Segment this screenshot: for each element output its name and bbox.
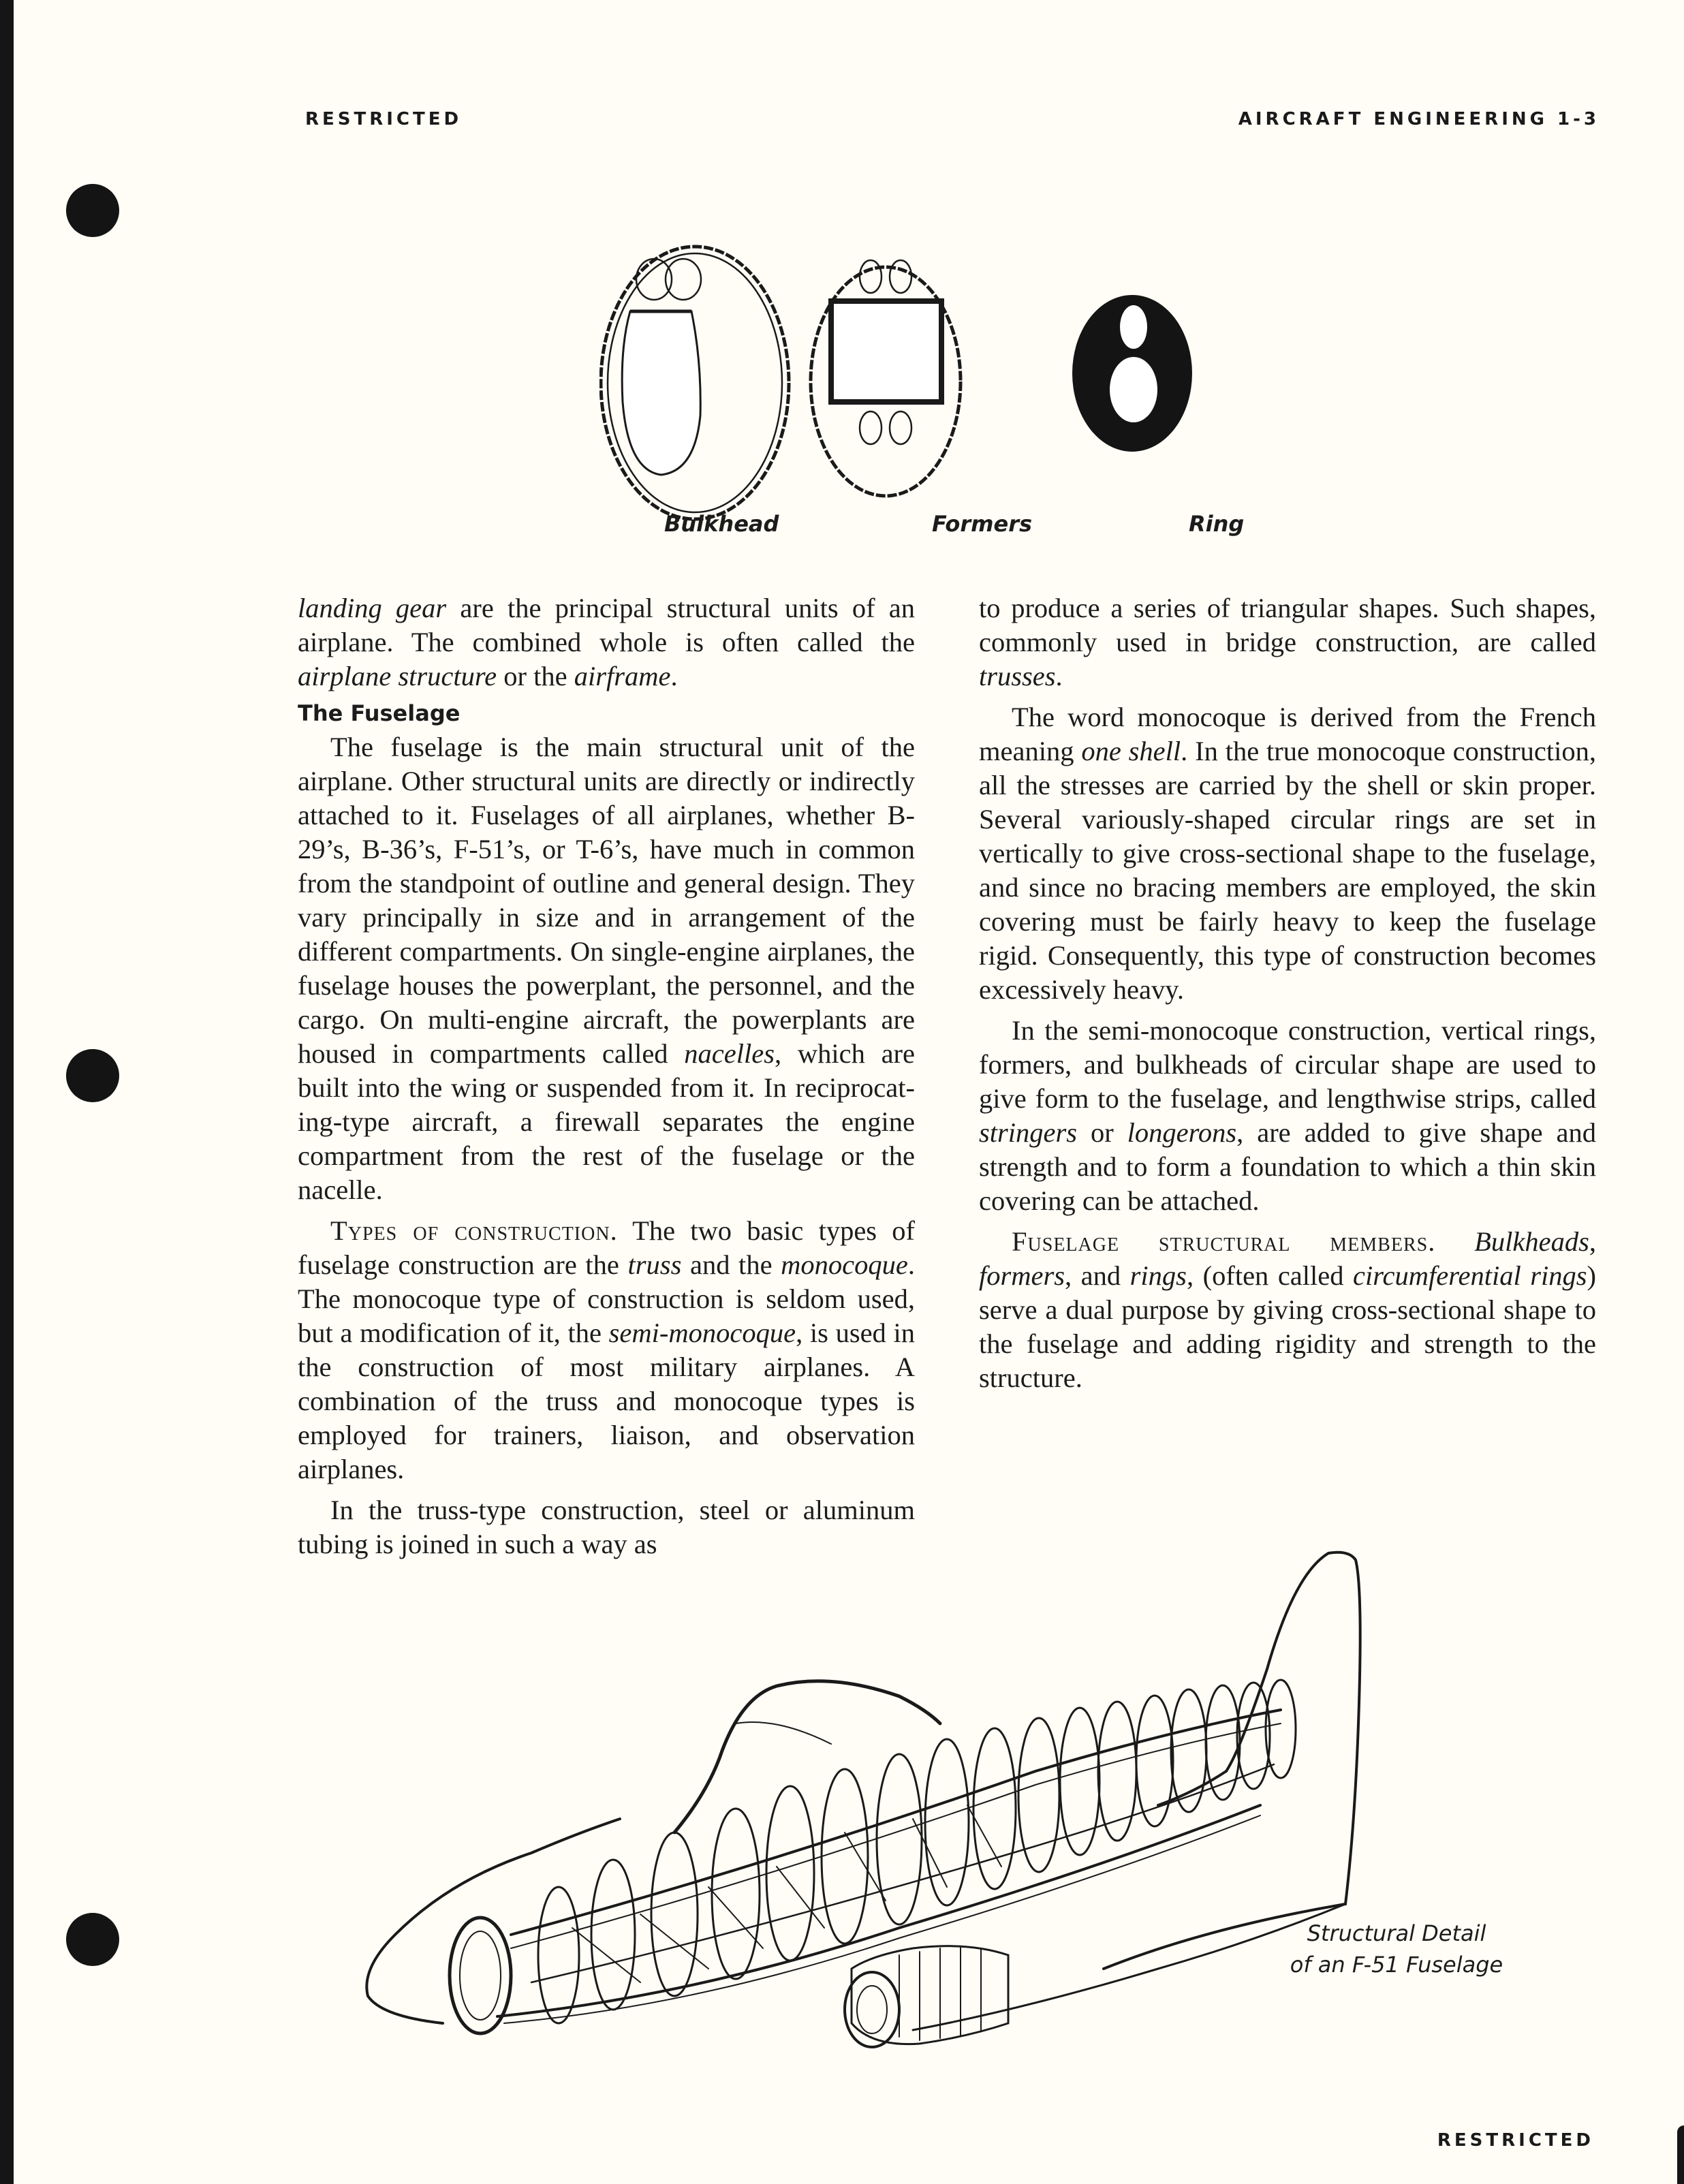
run-in-heading-types: Types of construction. [330,1215,618,1246]
paragraph-structural-members [979,1225,1596,1395]
paragraph-monocoque [979,700,1596,1007]
text: . [1055,661,1063,691]
paragraph-fuselage-intro [298,730,915,1207]
text: , (often called [1186,1260,1354,1291]
text: ) serve a dual purpose by giving cross-sectional shape to the fuselage and adding rigidity and strength to the structure. [979,1260,1597,1393]
text: The two basic types of fuselage construction are the [298,1215,915,1280]
term-airplane-structure: airplane structure [298,661,497,691]
running-header-right: AIRCRAFT ENGINEERING 1-3 [1238,109,1600,129]
page-edge-shadow [0,0,14,2184]
caption-line-1: Structural Detail [1307,1920,1486,1946]
term-nacelles: nacelles [684,1038,775,1069]
term-rings: rings [1129,1260,1187,1291]
bulkhead-diagram [601,247,789,519]
term-circumferential-rings: circumferential rings [1353,1260,1587,1291]
text: to produce a series of triangular shapes. Such shapes, commonly used in bridge construction, are called [979,593,1596,657]
paragraph-trusses [979,591,1596,693]
caption-line-2: of an F-51 Fuselage [1290,1952,1503,1978]
paragraph-continuation [298,591,915,693]
text: , and [1065,1260,1130,1291]
running-footer-right: RESTRICTED [1437,2130,1594,2151]
term-trusses: trusses [979,661,1056,691]
term-one-shell: one shell [1081,736,1181,766]
text: . The monocoque type of construction is seldom used, but a modification of it, the [298,1249,915,1348]
text: or the [497,661,574,691]
text: The fuselage is the main structural unit of the airplane. Other structural units are directly or indirectly attached to it. Fuselages of all airplanes, whether B-29’s, B-36’s, F-51’s, or T-6’s, have much in common from the standpoint of outline and general design. They vary principally in size and in arrangement of the different compartments. On single-engine airplanes, the fuselage houses the powerplant, the personnel, and the cargo. On multi-engine aircraft, the powerplants are housed in compartments called [298,732,915,1069]
text: The word monocoque is derived from the French meaning [979,702,1596,766]
text: In the semi-monocoque construction, vertical rings, formers, and bulkheads of circular shape are used to give form to the fuselage, and lengthwise strips, called [979,1015,1596,1114]
cross-section-figure [599,225,1281,552]
term-longerons: longerons [1127,1117,1237,1148]
text: , [1589,1226,1596,1257]
term-truss: truss [627,1249,682,1280]
term-semi-monocoque: semi-monocoque [608,1317,796,1348]
left-column [298,591,915,1561]
binder-hole-middle [66,1049,119,1102]
paragraph-types-of-construction [298,1214,915,1486]
text: , are added to give shape and strength and to form a foundation to which a thin skin covering can be attached. [979,1117,1596,1216]
term-formers: formers [979,1260,1065,1291]
ring-diagram [1072,295,1192,452]
text: . [670,661,678,691]
text: are the principal structural units of an airplane. The combined whole is often called the [298,593,915,657]
run-in-heading-members: Fuselage structural members. [1012,1226,1436,1257]
paragraph-semi-monocoque [979,1014,1596,1218]
text: , is used in the construction of most military airplanes. A combination of the truss and monocoque types is employed for trainers, liaison, and observation airplanes. [298,1317,915,1484]
right-column [979,591,1596,1395]
text: . In the true monocoque construction, all the stresses are carried by the shell or skin proper. Several variously-shaped circular rings are set in vertically to give cross-sectional shape to the fuselage, and since no bracing members are employed, the skin covering must be fairly heavy to keep the fuselage rigid. Consequently, this type of construction becomes excessively heavy. [979,736,1596,1005]
caption-ring: Ring [1189,511,1245,537]
binder-hole-top [66,184,119,237]
formers-diagram [811,260,961,496]
binder-hole-bottom [66,1913,119,1966]
section-heading-fuselage: The Fuselage [298,700,461,726]
term-landing-gear: landing gear [298,593,447,623]
text: or [1077,1117,1127,1148]
term-bulkheads: Bulkheads [1474,1226,1589,1257]
text: In the truss-type construction, steel or aluminum tubing is joined in such a way as [298,1495,915,1559]
text: , which are built into the wing or suspended from it. In reciprocating-type aircraft, a firewall separates the engine compartment from the rest of the fuselage or the nacelle. [298,1038,916,1205]
page-edge-shadow-corner [1677,2125,1684,2184]
term-monocoque: monocoque [781,1249,908,1280]
text: and the [681,1249,781,1280]
figure-caption-f51 [1267,1918,1526,1980]
text [1435,1226,1474,1257]
caption-formers: Formers [932,511,1033,537]
running-header-left: RESTRICTED [305,109,463,129]
term-stringers: stringers [979,1117,1078,1148]
caption-bulkhead: Bulkhead [664,511,779,537]
term-airframe: airframe [574,661,671,691]
